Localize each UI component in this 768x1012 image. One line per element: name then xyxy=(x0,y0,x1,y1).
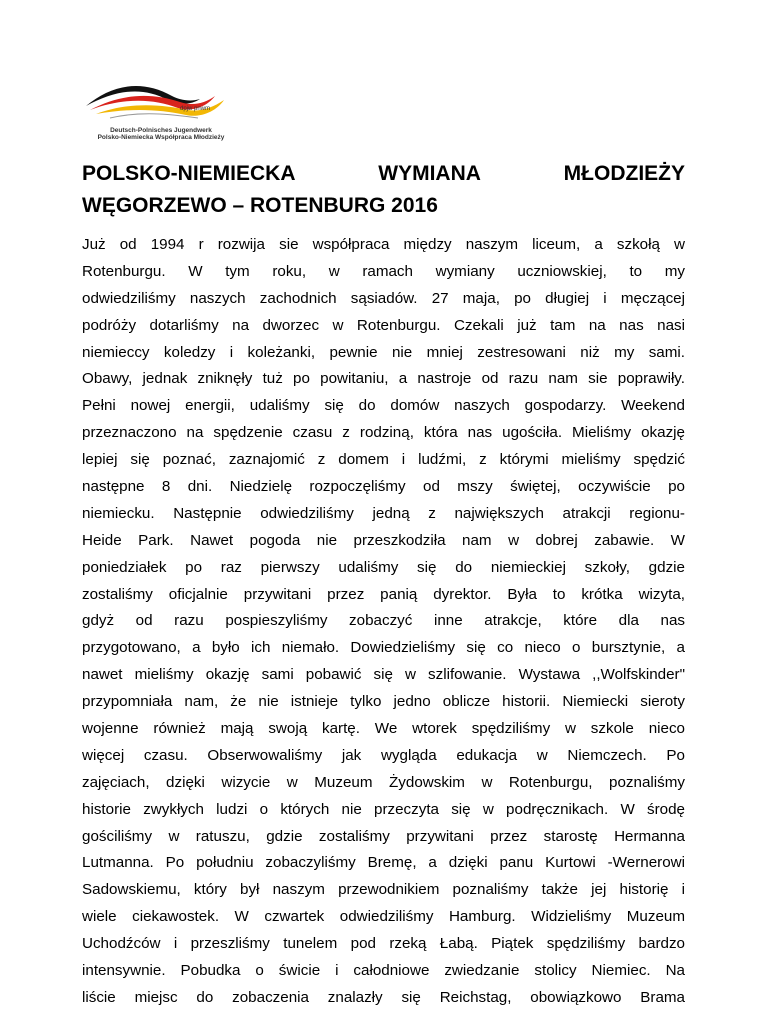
body-line: intensywnie. Pobudka o świcie i całodniowe zwiedzanie stolicy Niemiec. Na xyxy=(82,962,685,980)
body-line: gdyż od razu pospieszyliśmy zobaczyć inne atrakcje, które dla nas xyxy=(82,612,685,630)
body-line: podróży dotarliśmy na dworzec w Rotenburgu. Czekali już tam na nas nasi xyxy=(82,316,685,334)
body-line: liście miejsc do zobaczenia znalazły się Reichstag, obowiązkowo Brama xyxy=(82,988,685,1006)
body-line: przeznaczono na spędzenie czasu z rodziną, która nas ugościła. Mieliśmy okazję xyxy=(82,424,685,442)
body-line: Już od 1994 r rozwija sie współpraca między naszym liceum, a szkołą w xyxy=(82,236,685,253)
body-line: historie zwykłych ludzi o których nie przeczyta się w podręcznikach. W środę xyxy=(82,800,685,818)
body-line: odwiedziliśmy naszych zachodnich sąsiadów. 27 maja, po długiej i męczącej xyxy=(82,289,685,307)
body-line: wiele ciekawostek. W czwartek odwiedziliśmy Hamburg. Widzieliśmy Muzeum xyxy=(82,908,685,926)
body-line: więcej czasu. Obserwowaliśmy jak wygląda edukacja w Niemczech. Po xyxy=(82,746,685,764)
body-line: przygotowano, a było ich niemało. Dowiedzieliśmy się co nieco o bursztynie, a xyxy=(82,639,685,657)
logo-swoosh-icon xyxy=(80,66,230,126)
body-line: Heide Park. Nawet pogoda nie przeszkodziła nam w dobrej zabawie. W xyxy=(82,531,685,549)
body-line: lepiej się poznać, zaznajomić z domem i ludźmi, z którymi mieliśmy spędzić xyxy=(82,451,685,469)
body-line: Pełni nowej energii, udaliśmy się do domów naszych gospodarzy. Weekend xyxy=(82,397,685,415)
title-word-2: WYMIANA xyxy=(378,162,481,185)
body-line: poniedziałek po raz pierwszy udaliśmy się do niemieckiej szkoły, gdzie xyxy=(82,558,685,576)
body-line: zajęciach, dzięki wizycie w Muzeum Żydowskim w Rotenburgu, poznaliśmy xyxy=(82,773,685,791)
body-line: Rotenburgu. W tym roku, w ramach wymiany uczniowskiej, to my xyxy=(82,262,685,280)
body-line: niemieccy koledzy i koleżanki, pewnie nie mniej zestresowani niż my sami. xyxy=(82,343,685,361)
article-body xyxy=(82,232,685,1012)
body-line: niemiecku. Następnie odwiedziliśmy jedną z największych atrakcji regionu- xyxy=(82,504,685,522)
body-line: wojenne również mają swoją kartę. We wtorek spędziliśmy w szkole nieco xyxy=(82,720,685,738)
logo-org-line-1: Deutsch-Polnisches Jugendwerk xyxy=(110,127,212,134)
logo-brand-text: dpjw pnwm xyxy=(179,106,210,112)
document-title xyxy=(82,158,685,222)
body-line: zostaliśmy oficjalnie przywitani przez panią dyrektor. Była to krótka wizyta, xyxy=(82,585,685,603)
body-line: przypomniała nam, że nie istnieje tylko jedno oblicze historii. Niemiecki sieroty xyxy=(82,693,685,711)
body-line: nawet mieliśmy okazję sami pobawić się w szlifowanie. Wystawa ,,Wolfskinder" xyxy=(82,666,685,684)
body-line: Lutmanna. Po południu zobaczyliśmy Bremę, a dzięki panu Kurtowi -Wernerowi xyxy=(82,854,685,872)
body-line: Uchodźców i przeszliśmy tunelem pod rzeką Łabą. Piątek spędziliśmy bardzo xyxy=(82,935,685,953)
title-line-1 xyxy=(82,158,685,190)
title-line-2: WĘGORZEWO – ROTENBURG 2016 xyxy=(82,194,438,217)
dpjw-logo xyxy=(80,66,230,146)
title-word-1: POLSKO-NIEMIECKA xyxy=(82,162,296,185)
title-word-3: MŁODZIEŻY xyxy=(563,162,685,185)
body-line: następne 8 dni. Niedzielę rozpoczęliśmy od mszy świętej, oczywiście po xyxy=(82,478,685,496)
body-line: gościliśmy w ratuszu, gdzie zostaliśmy przywitani przez starostę Hermanna xyxy=(82,827,685,845)
body-line: Obawy, jednak zniknęły tuż po powitaniu, a nastroje od razu nam sie poprawiły. xyxy=(82,370,685,388)
logo-org-line-2: Polsko-Niemiecka Współpraca Młodzieży xyxy=(97,134,225,141)
body-line: Sadowskiemu, który był naszym przewodnikiem poznaliśmy także jej historię i xyxy=(82,881,685,899)
